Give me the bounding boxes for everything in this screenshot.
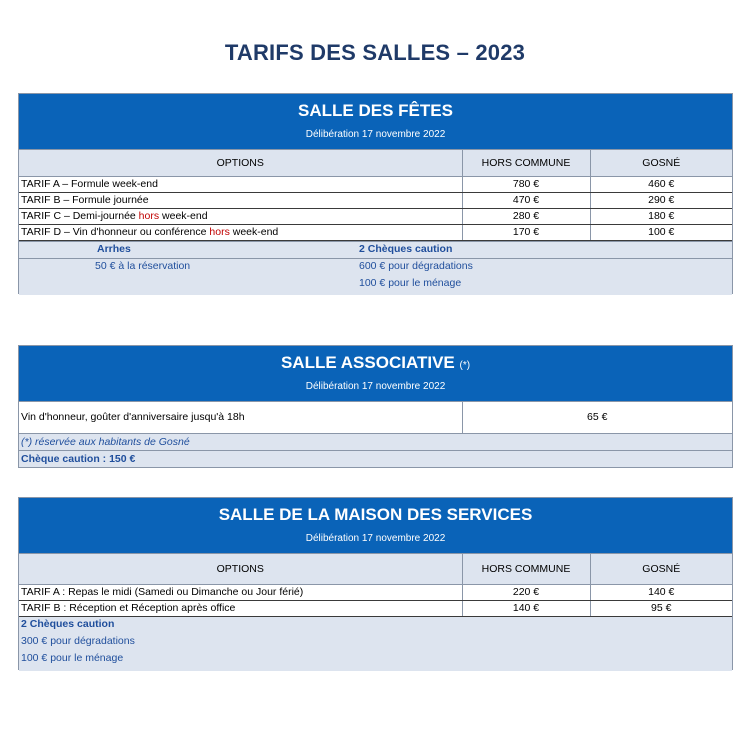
tarif-label: TARIF D – Vin d'honneur ou conférence hors week-end: [19, 225, 462, 241]
tarif-hors-commune: 140 €: [462, 601, 590, 617]
tarif-label: TARIF A : Repas le midi (Samedi ou Dimanche ou Jour férié): [19, 585, 462, 601]
highlight-hors: hors: [209, 226, 230, 238]
salle-maison-services-banner: [19, 498, 732, 553]
deliberation-text: Délibération 17 novembre 2022: [305, 129, 446, 140]
table-row: [19, 209, 732, 225]
arrhes-value: 50 € à la réservation: [95, 260, 191, 272]
tarif-hors-commune: 170 €: [462, 225, 590, 241]
salle-associative-banner: [19, 346, 732, 401]
highlight-hors: hors: [138, 210, 160, 222]
conditions-block: [19, 241, 732, 295]
salle-maison-services-table: [19, 553, 732, 617]
caution-degradations: 600 € pour dégradations: [359, 260, 473, 272]
table-header-row: [19, 150, 732, 177]
table-row: [19, 225, 732, 241]
deliberation-text: Délibération 17 novembre 2022: [305, 533, 446, 544]
section-title: SALLE DES FÊTES: [298, 101, 453, 120]
header-gosne: GOSNÉ: [590, 554, 732, 585]
tarif-gosne: 180 €: [590, 209, 732, 225]
tarif-hors-commune: 780 €: [462, 177, 590, 193]
header-options: OPTIONS: [19, 554, 462, 585]
caution-label: 2 Chèques caution: [359, 243, 453, 255]
tarif-label: TARIF A – Formule week-end: [19, 177, 462, 193]
header-options: OPTIONS: [19, 150, 462, 177]
tarif-price: 65 €: [587, 411, 608, 423]
table-header-row: [19, 554, 732, 585]
header-hors-commune: HORS COMMUNE: [462, 554, 590, 585]
footnote: (*) réservée aux habitants de Gosné: [19, 433, 732, 450]
caution-menage: 100 € pour le ménage: [359, 277, 462, 289]
tarif-hors-commune: 220 €: [462, 585, 590, 601]
caution-menage: 100 € pour le ménage: [21, 652, 124, 664]
arrhes-label: Arrhes: [97, 243, 131, 255]
table-row: [19, 402, 732, 434]
salle-maison-services-section: [18, 497, 733, 670]
tarif-hors-commune: 280 €: [462, 209, 590, 225]
deliberation-text: Délibération 17 novembre 2022: [305, 381, 446, 392]
salle-des-fetes-section: [18, 93, 733, 294]
section-title: SALLE DE LA MAISON DES SERVICES: [218, 505, 533, 524]
salle-des-fetes-table: [19, 149, 732, 241]
conditions-block: [19, 617, 732, 671]
tarif-label: TARIF B – Formule journée: [19, 193, 462, 209]
table-row: [19, 601, 732, 617]
tarif-gosne: 460 €: [590, 177, 732, 193]
tarif-gosne: 95 €: [590, 601, 732, 617]
salle-des-fetes-banner: [19, 94, 732, 149]
table-row: [19, 177, 732, 193]
tarif-gosne: 140 €: [590, 585, 732, 601]
table-row: [19, 585, 732, 601]
caution-degradations: 300 € pour dégradations: [21, 635, 135, 647]
caution-text: Chèque caution : 150 €: [19, 450, 732, 467]
tarif-gosne: 290 €: [590, 193, 732, 209]
salle-associative-table: [19, 401, 732, 433]
tarif-label: Vin d'honneur, goûter d'anniversaire jusqu'à 18h: [19, 402, 462, 434]
salle-associative-section: [18, 345, 733, 468]
tarif-gosne: 100 €: [590, 225, 732, 241]
caution-label: 2 Chèques caution: [21, 618, 115, 630]
header-gosne: GOSNÉ: [590, 150, 732, 177]
section-title: SALLE ASSOCIATIVE (*): [280, 353, 471, 372]
section-note: (*): [459, 360, 471, 371]
header-hors-commune: HORS COMMUNE: [462, 150, 590, 177]
page-title: TARIFS DES SALLES – 2023: [224, 40, 526, 65]
tarif-label: TARIF C – Demi-journée hors week-end: [19, 209, 462, 225]
tarif-label: TARIF B : Réception et Réception après office: [19, 601, 462, 617]
table-row: [19, 193, 732, 209]
tarif-hors-commune: 470 €: [462, 193, 590, 209]
